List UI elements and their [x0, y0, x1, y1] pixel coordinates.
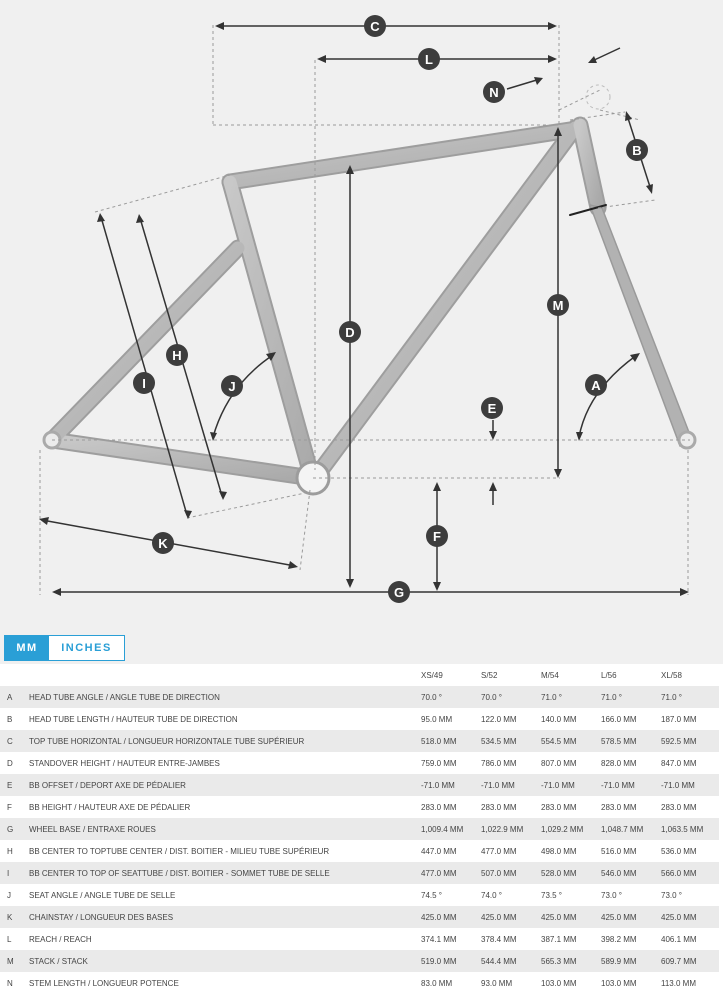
badge-l	[418, 48, 440, 70]
header-size: S/52	[478, 664, 538, 686]
svg-text:G: G	[393, 585, 405, 600]
table-row	[0, 906, 719, 928]
row-label: TOP TUBE HORIZONTAL / LONGUEUR HORIZONTALE TUBE SUPÉRIEUR	[28, 730, 418, 752]
reference-lines	[40, 25, 690, 595]
row-value: 283.0 MM	[541, 802, 577, 812]
geometry-table	[0, 664, 719, 994]
row-value: 425.0 MM	[658, 906, 719, 928]
row-value: 546.0 MM	[598, 862, 658, 884]
row-value: 847.0 MM	[661, 758, 697, 768]
row-label: WHEEL BASE / ENTRAXE ROUES	[28, 818, 418, 840]
row-value: 536.0 MM	[661, 846, 697, 856]
row-value: 554.5 MM	[538, 730, 598, 752]
row-value: 759.0 MM	[421, 758, 457, 768]
row-value: 477.0 MM	[418, 862, 478, 884]
row-value: 406.1 MM	[661, 934, 697, 944]
svg-text:A: A	[591, 378, 601, 393]
row-value: 71.0 °	[658, 686, 719, 708]
dimension-badges	[133, 15, 648, 603]
badge-d	[339, 321, 361, 343]
row-label: HEAD TUBE ANGLE / ANGLE TUBE DE DIRECTION	[28, 686, 418, 708]
stem-reference-circle	[586, 85, 610, 109]
row-value: 477.0 MM	[481, 846, 517, 856]
row-value: 425.0 MM	[598, 906, 658, 928]
header-size: XS/49	[418, 664, 478, 686]
row-value: 507.0 MM	[478, 862, 538, 884]
row-letter: D	[7, 758, 13, 768]
badge-k	[152, 532, 174, 554]
row-value: 113.0 MM	[661, 978, 696, 988]
row-letter: K	[0, 906, 28, 928]
row-letter: C	[0, 730, 28, 752]
row-value: 283.0 MM	[661, 802, 697, 812]
row-label: STEM LENGTH / LONGUEUR POTENCE	[29, 978, 179, 988]
row-value: 807.0 MM	[541, 758, 577, 768]
row-value: 187.0 MM	[661, 714, 697, 724]
row-value: 283.0 MM	[421, 802, 457, 812]
row-value: -71.0 MM	[598, 774, 658, 796]
badge-i	[133, 372, 155, 394]
row-label: CHAINSTAY / LONGUEUR DES BASES	[28, 906, 418, 928]
table-row	[0, 972, 719, 994]
row-value: 387.1 MM	[541, 934, 577, 944]
row-value: 516.0 MM	[601, 846, 637, 856]
row-value: 592.5 MM	[658, 730, 719, 752]
row-label: BB CENTER TO TOPTUBE CENTER / DIST. BOITIER - MILIEU TUBE SUPÉRIEUR	[29, 846, 330, 856]
svg-text:J: J	[228, 379, 236, 394]
row-value: 544.4 MM	[478, 950, 538, 972]
row-value: 378.4 MM	[481, 934, 517, 944]
row-value: 1,022.9 MM	[478, 818, 538, 840]
tab-inches[interactable]: INCHES	[49, 636, 124, 660]
svg-text:F: F	[433, 529, 441, 544]
table-row	[0, 862, 719, 884]
row-label: STACK / STACK	[28, 950, 418, 972]
badge-m	[547, 294, 569, 316]
row-label: SEAT ANGLE / ANGLE TUBE DE SELLE	[29, 890, 176, 900]
badge-g	[388, 581, 410, 603]
row-value: 122.0 MM	[481, 714, 517, 724]
header-size: M/54	[538, 664, 598, 686]
svg-text:D: D	[345, 325, 355, 340]
row-letter: H	[7, 846, 13, 856]
row-value: 283.0 MM	[481, 802, 517, 812]
svg-text:N: N	[489, 85, 499, 100]
header-description	[28, 664, 418, 686]
row-value: 1,048.7 MM	[598, 818, 658, 840]
row-value: 566.0 MM	[658, 862, 719, 884]
row-value: 565.3 MM	[538, 950, 598, 972]
dimension-lines	[42, 26, 686, 592]
svg-text:M: M	[552, 298, 564, 313]
row-value: 498.0 MM	[541, 846, 577, 856]
row-value: 1,009.4 MM	[418, 818, 478, 840]
row-value: 398.2 MM	[601, 934, 637, 944]
row-value: 140.0 MM	[541, 714, 577, 724]
row-value: 74.0 °	[481, 890, 502, 900]
table-row	[0, 752, 719, 774]
row-value: 519.0 MM	[418, 950, 478, 972]
row-value: 73.0 °	[661, 890, 682, 900]
table-row	[0, 950, 719, 972]
row-value: -71.0 MM	[658, 774, 719, 796]
row-letter: I	[0, 862, 28, 884]
row-letter: M	[0, 950, 28, 972]
row-label: BB HEIGHT / HAUTEUR AXE DE PÉDALIER	[29, 802, 191, 812]
geometry-table-container	[0, 664, 723, 1000]
svg-text:I: I	[142, 376, 146, 391]
row-label: HEAD TUBE LENGTH / HAUTEUR TUBE DE DIRECTION	[29, 714, 238, 724]
row-value: 609.7 MM	[658, 950, 719, 972]
row-value: 83.0 MM	[421, 978, 453, 988]
row-value: 71.0 °	[538, 686, 598, 708]
row-value: -71.0 MM	[478, 774, 538, 796]
row-value: 578.5 MM	[598, 730, 658, 752]
header-size: XL/58	[658, 664, 719, 686]
row-label: REACH / REACH	[29, 934, 92, 944]
svg-text:K: K	[158, 536, 168, 551]
row-value: 103.0 MM	[541, 978, 577, 988]
row-value: 74.5 °	[421, 890, 442, 900]
row-letter: B	[7, 714, 13, 724]
row-value: 447.0 MM	[421, 846, 457, 856]
row-letter: A	[0, 686, 28, 708]
row-letter: N	[7, 978, 13, 988]
row-value: 786.0 MM	[481, 758, 517, 768]
row-value: 95.0 MM	[421, 714, 453, 724]
row-value: 93.0 MM	[481, 978, 513, 988]
badge-n	[483, 81, 505, 103]
row-value: 425.0 MM	[478, 906, 538, 928]
row-letter: G	[0, 818, 28, 840]
row-value: 425.0 MM	[538, 906, 598, 928]
badge-f	[426, 525, 448, 547]
row-value: 589.9 MM	[598, 950, 658, 972]
row-value: -71.0 MM	[538, 774, 598, 796]
row-value: 828.0 MM	[601, 758, 637, 768]
row-value: 518.0 MM	[418, 730, 478, 752]
row-label: BB OFFSET / DEPORT AXE DE PÉDALIER	[28, 774, 418, 796]
row-value: 103.0 MM	[601, 978, 637, 988]
table-row	[0, 774, 719, 796]
badge-a	[585, 374, 607, 396]
row-value: 534.5 MM	[478, 730, 538, 752]
row-value: 1,029.2 MM	[538, 818, 598, 840]
svg-text:H: H	[172, 348, 182, 363]
row-value: 1,063.5 MM	[658, 818, 719, 840]
arrowheads	[39, 22, 689, 596]
header-letter	[0, 664, 28, 686]
badge-b	[626, 139, 648, 161]
row-letter: E	[0, 774, 28, 796]
svg-text:L: L	[425, 52, 433, 67]
table-row	[0, 928, 719, 950]
row-value: 283.0 MM	[601, 802, 637, 812]
badge-c	[364, 15, 386, 37]
row-value: 70.0 °	[478, 686, 538, 708]
row-value: 374.1 MM	[421, 934, 457, 944]
row-value: 73.5 °	[541, 890, 562, 900]
tab-mm[interactable]: MM	[5, 636, 49, 660]
badge-e	[481, 397, 503, 419]
row-label: BB CENTER TO TOP OF SEATTUBE / DIST. BOITIER - SOMMET TUBE DE SELLE	[28, 862, 418, 884]
row-label: STANDOVER HEIGHT / HAUTEUR ENTRE-JAMBES	[29, 758, 220, 768]
table-row	[0, 840, 719, 862]
table-row	[0, 818, 719, 840]
table-header-row	[0, 664, 719, 686]
svg-text:B: B	[632, 143, 642, 158]
row-letter: F	[7, 802, 12, 812]
badge-h	[166, 344, 188, 366]
badge-j	[221, 375, 243, 397]
row-letter: J	[7, 890, 11, 900]
table-row	[0, 884, 719, 906]
svg-text:C: C	[370, 19, 380, 34]
row-value: 166.0 MM	[601, 714, 637, 724]
row-value: -71.0 MM	[418, 774, 478, 796]
row-value: 528.0 MM	[538, 862, 598, 884]
table-row	[0, 686, 719, 708]
row-letter: L	[7, 934, 12, 944]
table-row	[0, 708, 719, 730]
header-size: L/56	[598, 664, 658, 686]
table-row	[0, 730, 719, 752]
row-value: 70.0 °	[418, 686, 478, 708]
unit-toggle	[4, 635, 125, 661]
row-value: 425.0 MM	[418, 906, 478, 928]
table-row	[0, 796, 719, 818]
row-value: 73.0 °	[601, 890, 622, 900]
svg-text:E: E	[487, 401, 497, 416]
bike-frame	[44, 125, 695, 494]
row-value: 71.0 °	[598, 686, 658, 708]
